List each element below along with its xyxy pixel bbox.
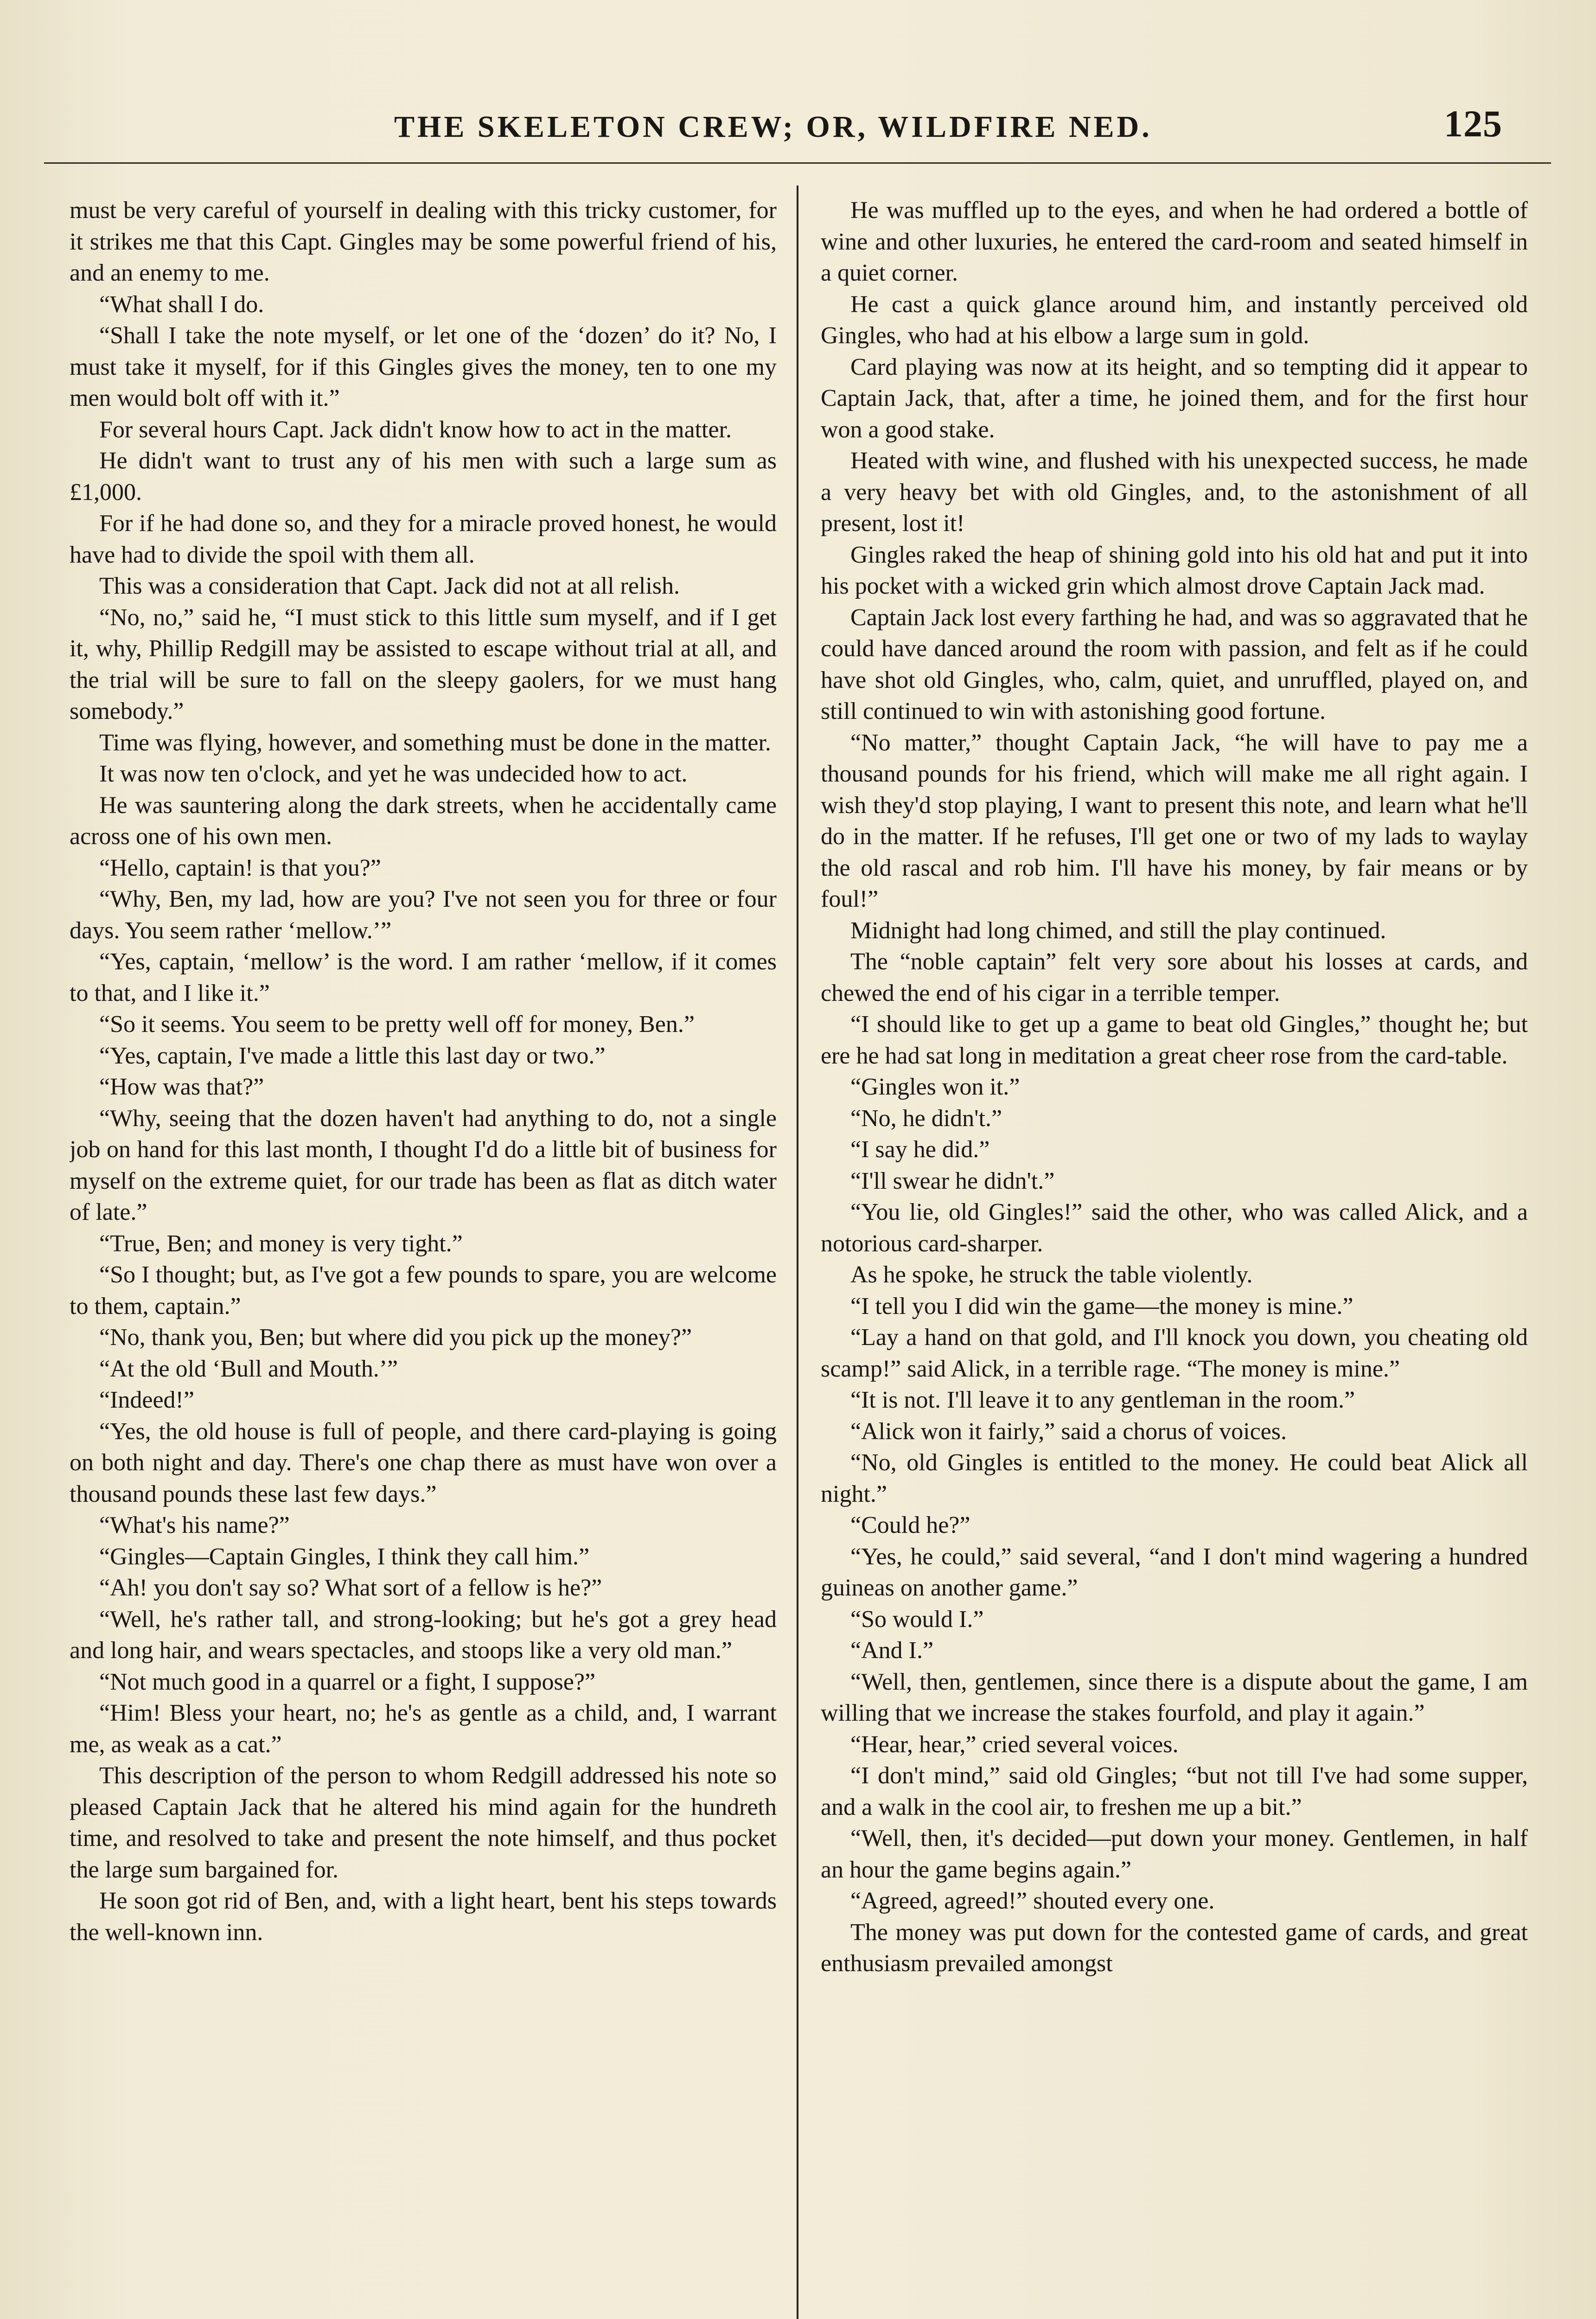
- paragraph: “Why, Ben, my lad, how are you? I've not seen you for three or four days. You seem rather ‘mellow.’”: [70, 886, 777, 944]
- paragraph: “True, Ben; and money is very tight.”: [99, 1230, 463, 1257]
- paragraph: He was sauntering along the dark streets, when he accidentally came across one of his own men.: [70, 792, 777, 850]
- paragraph: “It is not. I'll leave it to any gentleman in the room.”: [850, 1387, 1355, 1413]
- paragraph: “Alick won it fairly,” said a chorus of voices.: [850, 1418, 1287, 1445]
- paragraph: “Hear, hear,” cried several voices.: [850, 1731, 1179, 1758]
- paragraph: For several hours Capt. Jack didn't know how to act in the matter.: [99, 416, 732, 443]
- paragraph: “No, he didn't.”: [850, 1105, 1002, 1132]
- paragraph: Card playing was now at its height, and so tempting did it appear to Captain Jack, that, after a time, he joined them, and for the first hour won a good stake.: [821, 353, 1528, 443]
- paragraph: “So would I.”: [850, 1606, 984, 1633]
- paragraph: “Lay a hand on that gold, and I'll knock you down, you cheating old scamp!” said Alick, in a terrible rage. “The money is mine.”: [821, 1324, 1528, 1382]
- paragraph: Time was flying, however, and something must be done in the matter.: [99, 729, 771, 756]
- paragraph: “At the old ‘Bull and Mouth.’”: [99, 1355, 398, 1382]
- running-title: THE SKELETON CREW; OR, WILDFIRE NED.: [394, 110, 1152, 144]
- paragraph: Gingles raked the heap of shining gold into his old hat and put it into his pocket with a wicked grin which almost drove Captain Jack mad.: [821, 541, 1528, 599]
- paragraph: “I don't mind,” said old Gingles; “but not till I've had some supper, and a walk in the cool air, to freshen me up a bit.”: [821, 1762, 1528, 1820]
- paragraph: “No, old Gingles is entitled to the money. He could beat Alick all night.”: [821, 1449, 1528, 1507]
- paragraph: The money was put down for the contested game of cards, and great enthusiasm prevailed amongst: [821, 1919, 1528, 1977]
- paragraph: As he spoke, he struck the table violently.: [850, 1262, 1253, 1288]
- paragraph: “Him! Bless your heart, no; he's as gentle as a child, and, I warrant me, as weak as a cat.”: [70, 1700, 777, 1758]
- paragraph: Captain Jack lost every farthing he had, and was so aggravated that he could have danced around the room with passion, and felt as if he could have shot old Gingles, who, calm, quiet, and unruffled, played on, and still continued to win with astonishing good fortune.: [821, 604, 1528, 724]
- paragraph: “What shall I do.: [99, 291, 264, 318]
- paragraph: “I tell you I did win the game—the money is mine.”: [850, 1293, 1353, 1320]
- paragraph: “Ah! you don't say so? What sort of a fellow is he?”: [99, 1575, 602, 1601]
- header-rule: [44, 162, 1551, 164]
- paragraph: “Indeed!”: [99, 1387, 194, 1413]
- paragraph: “No, no,” said he, “I must stick to this little sum myself, and if I get it, why, Phillip Redgill may be assisted to escape without trial at all, and the trial will be sure to fall on the sleepy gaolers, for we must hang somebody.”: [70, 604, 777, 724]
- paragraph: “Well, then, gentlemen, since there is a dispute about the game, I am willing that we increase the stakes fourfold, and play it again.”: [821, 1668, 1528, 1726]
- text-column-left: [70, 195, 777, 2319]
- page-number: 125: [1444, 102, 1502, 145]
- column-divider: [797, 186, 798, 2319]
- paragraph: Midnight had long chimed, and still the play continued.: [850, 917, 1386, 944]
- paragraph: “And I.”: [850, 1637, 934, 1664]
- paragraph: “Yes, captain, I've made a little this last day or two.”: [99, 1042, 606, 1069]
- paragraph: It was now ten o'clock, and yet he was undecided how to act.: [99, 761, 688, 787]
- paragraph: “Shall I take the note myself, or let one of the ‘dozen’ do it? No, I must take it myself, for if this Gingles gives the money, ten to one my men would bolt off with it.”: [70, 322, 777, 411]
- paragraph: This was a consideration that Capt. Jack did not at all relish.: [99, 573, 680, 599]
- paragraph: “Gingles—Captain Gingles, I think they call him.”: [99, 1543, 590, 1570]
- paragraph: “So I thought; but, as I've got a few pounds to spare, you are welcome to them, captain.”: [70, 1262, 777, 1320]
- paragraph: “Agreed, agreed!” shouted every one.: [850, 1888, 1215, 1914]
- paragraph: He soon got rid of Ben, and, with a light heart, bent his steps towards the well-known inn.: [70, 1888, 777, 1946]
- paragraph: “Could he?”: [850, 1512, 970, 1538]
- text-column-right: [821, 195, 1528, 2319]
- paragraph: “Well, he's rather tall, and strong-looking; but he's got a grey head and long hair, and wears spectacles, and stoops like a very old man.”: [70, 1606, 777, 1664]
- paragraph: “I say he did.”: [850, 1136, 990, 1163]
- paragraph: “No matter,” thought Captain Jack, “he will have to pay me a thousand pounds for his friend, which will make me all right again. I wish they'd stop playing, I want to present this note, and learn what he'll do in the matter. If he refuses, I'll get one or two of my lads to waylay the old rascal and rob him. I'll have his money, by fair means or by foul!”: [821, 729, 1528, 912]
- paragraph: “How was that?”: [99, 1074, 264, 1100]
- paragraph: “Not much good in a quarrel or a fight, I suppose?”: [99, 1668, 596, 1695]
- paragraph: “You lie, old Gingles!” said the other, who was called Alick, and a notorious card-sharper.: [821, 1199, 1528, 1257]
- paragraph: He didn't want to trust any of his men with such a large sum as £1,000.: [70, 448, 777, 506]
- paragraph: He cast a quick glance around him, and instantly perceived old Gingles, who had at his elbow a large sum in gold.: [821, 291, 1528, 349]
- paragraph: “What's his name?”: [99, 1512, 290, 1538]
- paragraph: must be very careful of yourself in dealing with this tricky customer, for it strikes me that this Capt. Gingles may be some powerful friend of his, and an enemy to me.: [70, 197, 777, 286]
- paragraph: “I'll swear he didn't.”: [850, 1167, 1055, 1194]
- paragraph: “Well, then, it's decided—put down your money. Gentlemen, in half an hour the game begins again.”: [821, 1825, 1528, 1883]
- paragraph: The “noble captain” felt very sore about his losses at cards, and chewed the end of his cigar in a terrible temper.: [821, 948, 1528, 1006]
- paragraph: He was muffled up to the eyes, and when he had ordered a bottle of wine and other luxuries, he entered the card-room and seated himself in a quiet corner.: [821, 197, 1528, 286]
- running-header: [70, 97, 1526, 158]
- paragraph: “Why, seeing that the dozen haven't had anything to do, not a single job on hand for this last month, I thought I'd do a little bit of business for myself on the extreme quiet, for our trade has been as flat as ditch water of late.”: [70, 1105, 777, 1225]
- paragraph: “Yes, he could,” said several, “and I don't mind wagering a hundred guineas on another game.”: [821, 1543, 1528, 1601]
- paragraph: “Yes, the old house is full of people, and there card-playing is going on both night and day. There's one chap there as must have won over a thousand pounds these last few days.”: [70, 1418, 777, 1507]
- paragraph: For if he had done so, and they for a miracle proved honest, he would have had to divide the spoil with them all.: [70, 510, 777, 568]
- paragraph: “So it seems. You seem to be pretty well off for money, Ben.”: [99, 1011, 695, 1038]
- paragraph: “Gingles won it.”: [850, 1074, 1020, 1100]
- paragraph: This description of the person to whom Redgill addressed his note so pleased Captain Jack that he altered his mind again for the hundreth time, and resolved to take and present the note himself, and thus pocket the large sum bargained for.: [70, 1762, 777, 1883]
- paragraph: “Hello, captain! is that you?”: [99, 854, 381, 881]
- paragraph: Heated with wine, and flushed with his unexpected success, he made a very heavy bet with old Gingles, and, to the astonishment of all present, lost it!: [821, 448, 1528, 537]
- paragraph: “I should like to get up a game to beat old Gingles,” thought he; but ere he had sat long in meditation a great cheer rose from the card-table.: [821, 1011, 1528, 1069]
- paragraph: “No, thank you, Ben; but where did you pick up the money?”: [99, 1324, 692, 1351]
- paragraph: “Yes, captain, ‘mellow’ is the word. I am rather ‘mellow, if it comes to that, and I like it.”: [70, 948, 777, 1006]
